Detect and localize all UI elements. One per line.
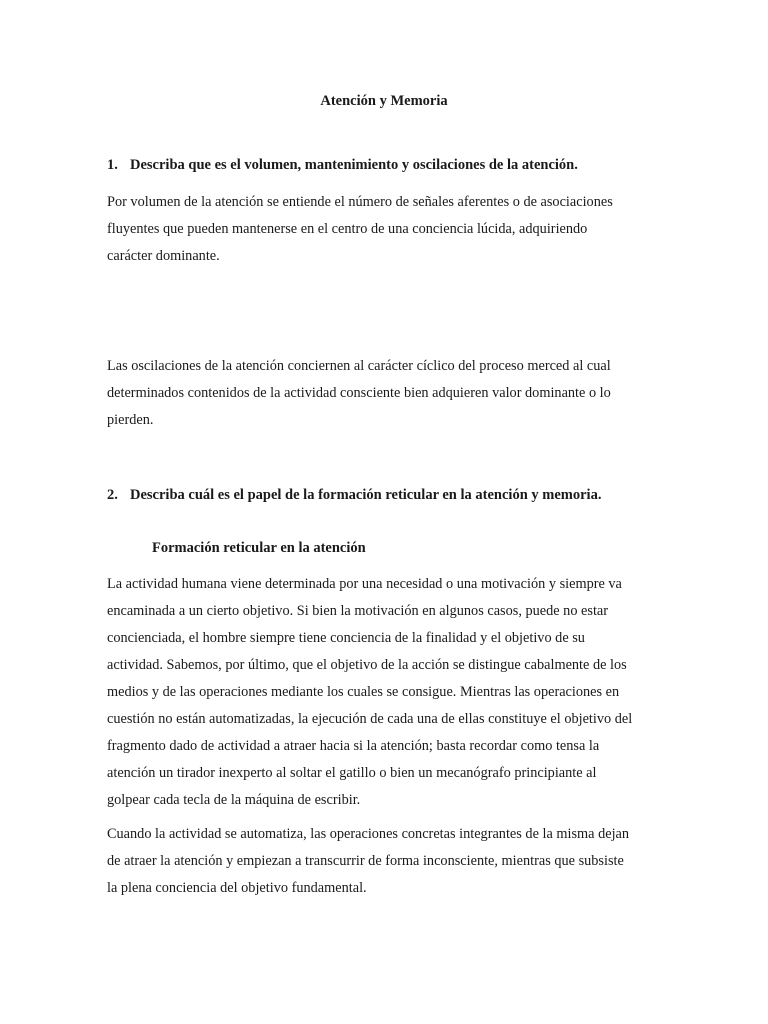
paragraph-line: golpear cada tecla de la máquina de escribir. [107,792,361,808]
section-1-paragraph-volume [107,189,663,270]
section-1-heading [107,155,578,175]
paragraph-line: determinados contenidos de la actividad consciente bien adquieren valor dominante o lo [107,385,611,401]
paragraph-line: concienciada, el hombre siempre tiene conciencia de la finalidad y el objetivo de su [107,630,585,646]
section-2-paragraph-automation [107,821,663,902]
section-2-heading [107,485,601,505]
paragraph-line: La actividad humana viene determinada por una necesidad o una motivación y siempre va [107,576,622,592]
section-2-heading-text: Describa cuál es el papel de la formación reticular en la atención y memoria. [130,487,602,503]
section-2-paragraph-activity [107,571,663,814]
paragraph-line: encaminada a un cierto objetivo. Si bien la motivación en algunos casos, puede no estar [107,603,609,619]
paragraph-line: fragmento dado de actividad a atraer hacia si la atención; basta recordar como tensa la [107,738,600,754]
paragraph-line: Cuando la actividad se automatiza, las operaciones concretas integrantes de la misma dejan [107,826,630,842]
paragraph-line: fluyentes que pueden mantenerse en el centro de una conciencia lúcida, adquiriendo [107,221,588,237]
paragraph-line: actividad. Sabemos, por último, que el objetivo de la acción se distingue cabalmente de los [107,657,627,673]
section-2-subheading: Formación reticular en la atención [152,540,366,556]
paragraph-line: carácter dominante. [107,248,220,264]
document-title: Atención y Memoria [320,93,448,109]
section-1-number: 1. [107,157,118,173]
paragraph-line: de atraer la atención y empiezan a transcurrir de forma inconsciente, mientras que subsiste [107,853,624,869]
paragraph-line: atención un tirador inexperto al soltar el gatillo o bien un mecanógrafo principiante al [107,765,597,781]
paragraph-line: cuestión no están automatizadas, la ejecución de cada una de ellas constituye el objetivo del [107,711,633,727]
paragraph-line: Por volumen de la atención se entiende el número de señales aferentes o de asociaciones [107,194,613,210]
paragraph-line: pierden. [107,412,154,428]
section-2-number: 2. [107,487,118,503]
paragraph-line: Las oscilaciones de la atención conciernen al carácter cíclico del proceso merced al cual [107,358,611,374]
paragraph-line: la plena conciencia del objetivo fundamental. [107,880,367,896]
section-1-heading-text: Describa que es el volumen, mantenimiento y oscilaciones de la atención. [130,157,578,173]
paragraph-line: medios y de las operaciones mediante los cuales se consigue. Mientras las operaciones en [107,684,620,700]
section-1-paragraph-oscillations [107,353,663,434]
